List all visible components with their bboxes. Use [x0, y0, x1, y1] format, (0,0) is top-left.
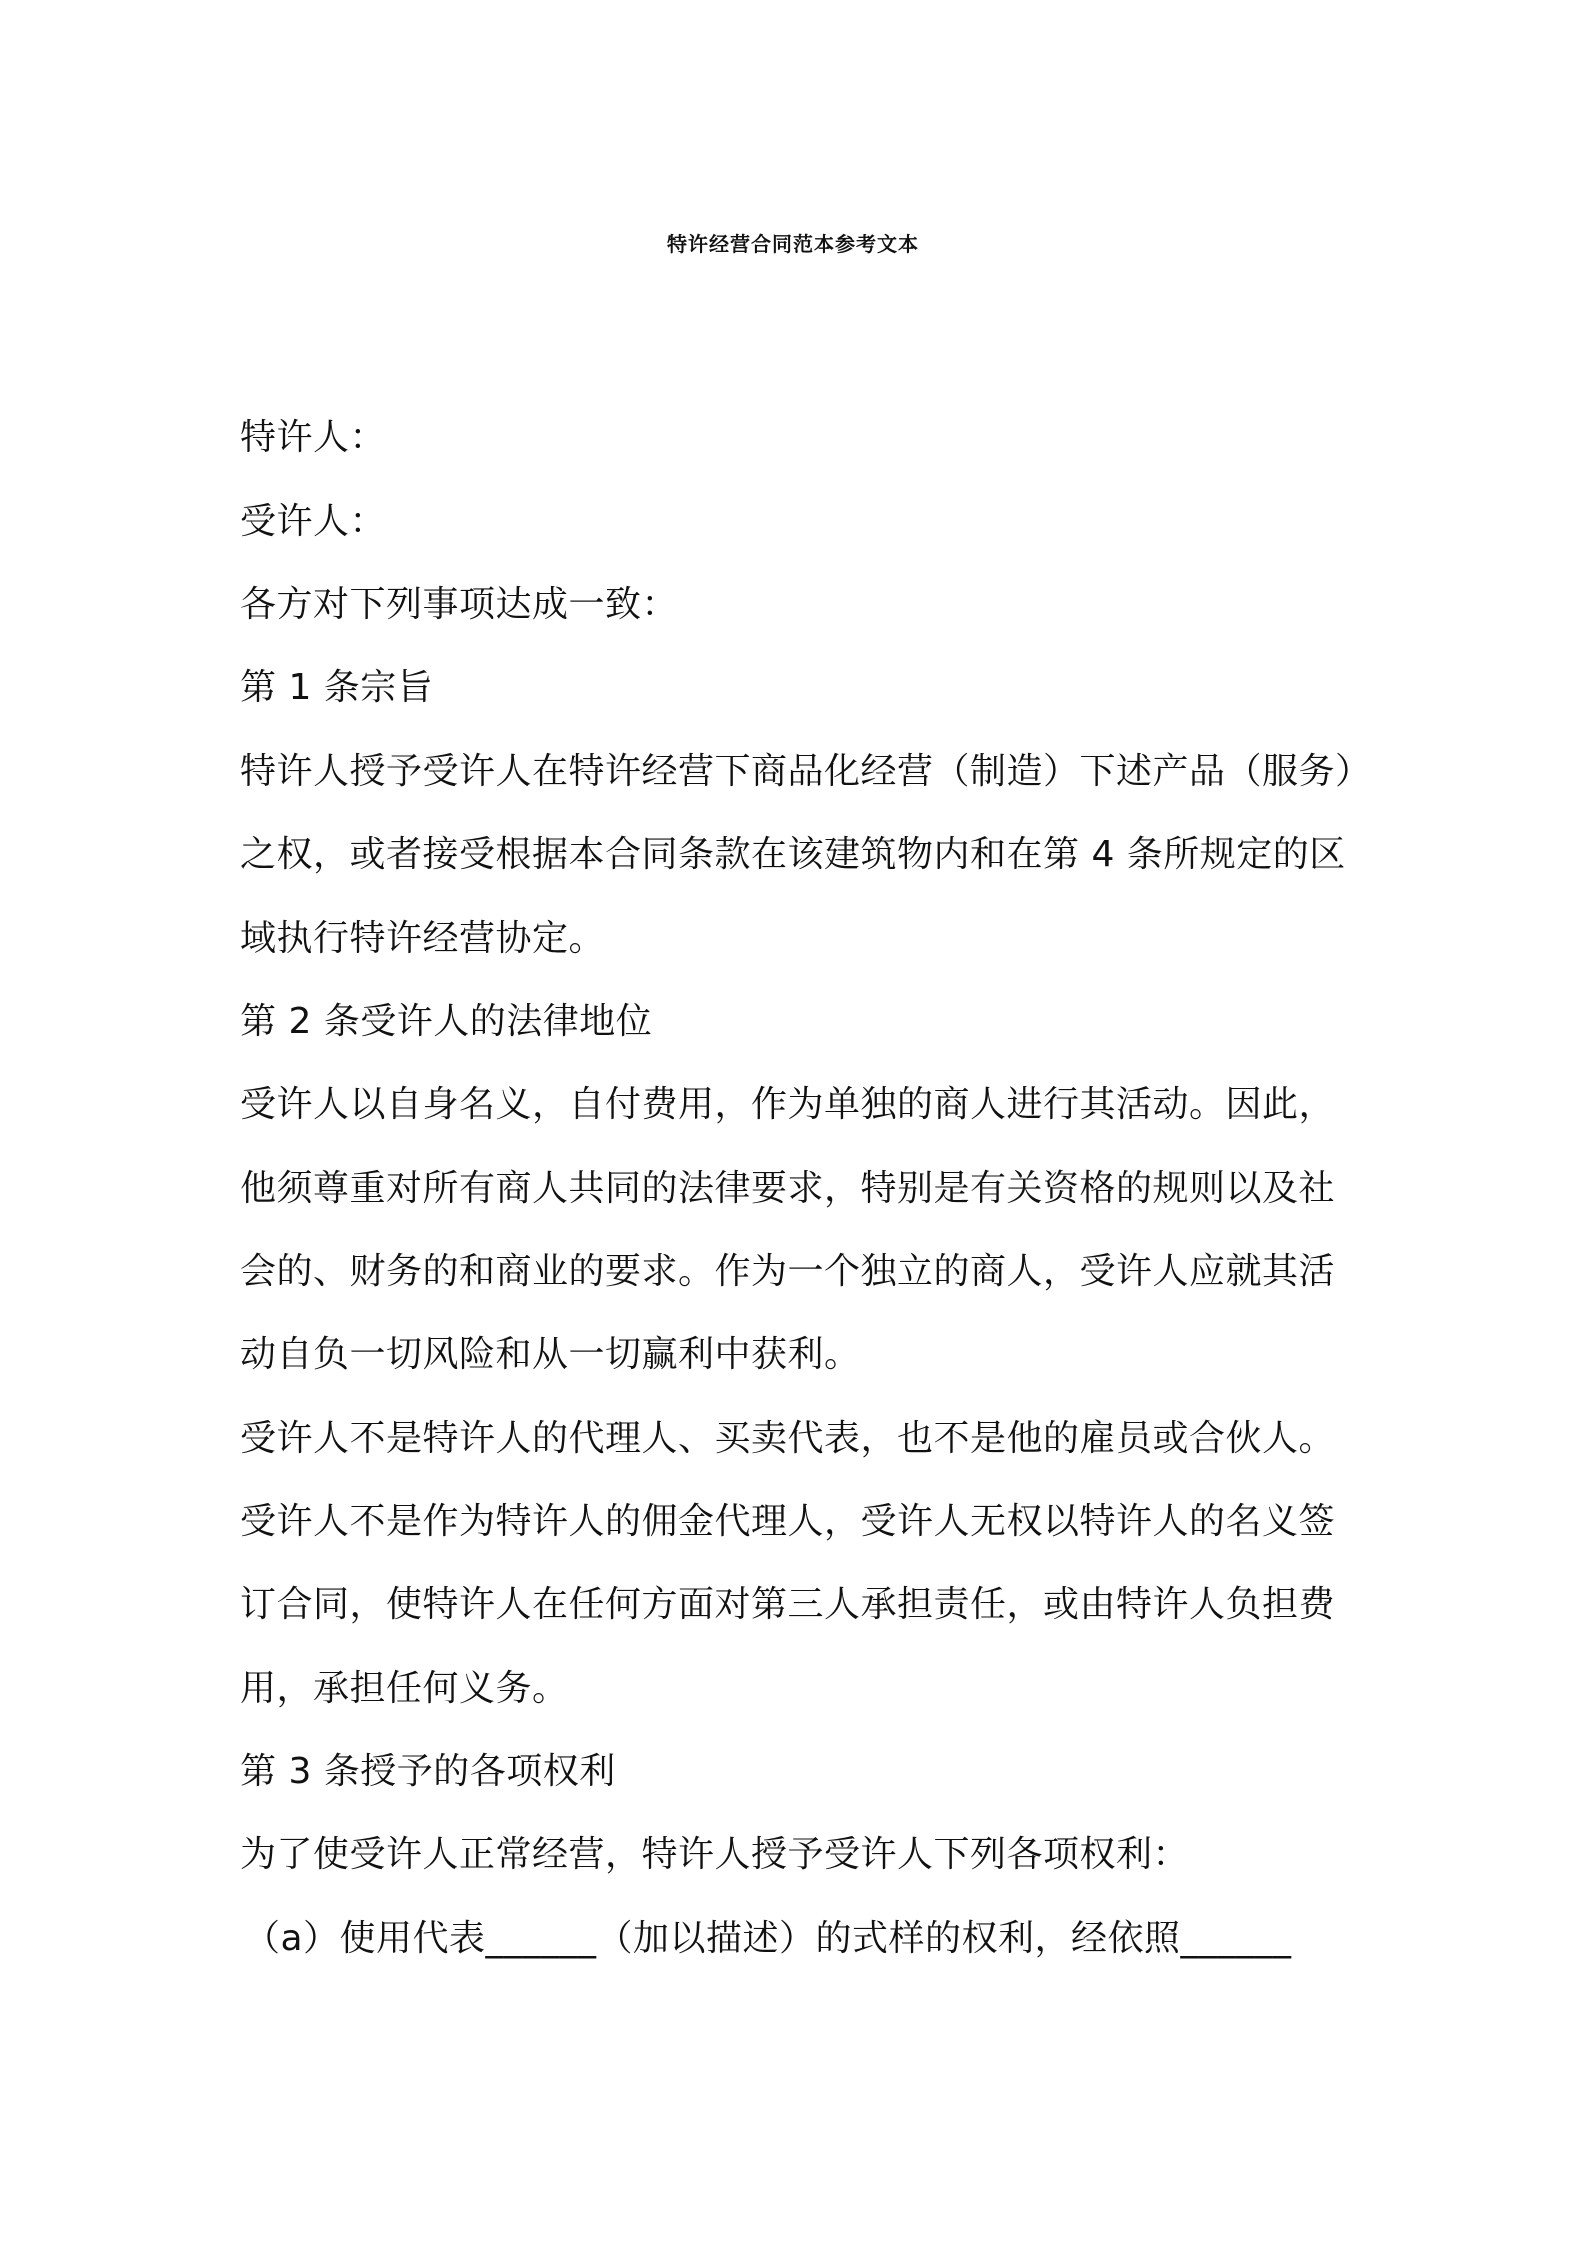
paragraph-line: 用，承担任何义务。: [240, 1668, 569, 1709]
paragraph-line: 订合同，使特许人在任何方面对第三人承担责任，或由特许人负担费: [240, 1584, 1336, 1625]
paragraph-line: 为了使受许人正常经营，特许人授予受许人下列各项权利：: [240, 1834, 1190, 1875]
franchisee-label: 受许人：: [240, 501, 387, 542]
paragraph-line: 域执行特许经营协定。: [240, 918, 606, 959]
franchisor-label: 特许人：: [240, 417, 387, 458]
paragraph-line: 之权，或者接受根据本合同条款在该建筑物内和在第 4 条所规定的区: [240, 834, 1346, 875]
paragraph-line: 受许人不是作为特许人的佣金代理人，受许人无权以特许人的名义签: [240, 1501, 1336, 1542]
paragraph-line: 动自负一切风险和从一切赢利中获利。: [240, 1334, 861, 1375]
article-2-heading: 第 2 条受许人的法律地位: [240, 1001, 653, 1042]
paragraph-line: 会的、财务的和商业的要求。作为一个独立的商人，受许人应就其活: [240, 1251, 1336, 1292]
article-3-heading: 第 3 条授予的各项权利: [240, 1751, 616, 1792]
article-1-heading: 第 1 条宗旨: [240, 667, 434, 708]
list-item-a: （a）使用代表______（加以描述）的式样的权利，经依照______: [244, 1918, 1292, 1959]
document-title: 特许经营合同范本参考文本: [667, 232, 919, 256]
paragraph-line: 他须尊重对所有商人共同的法律要求，特别是有关资格的规则以及社: [240, 1168, 1336, 1209]
paragraph-line: 特许人授予受许人在特许经营下商品化经营（制造）下述产品（服务）: [240, 751, 1372, 792]
paragraph-line: 受许人不是特许人的代理人、买卖代表，也不是他的雇员或合伙人。: [240, 1418, 1336, 1459]
agreement-intro: 各方对下列事项达成一致：: [240, 584, 679, 625]
paragraph-line: 受许人以自身名义，自付费用，作为单独的商人进行其活动。因此，: [240, 1084, 1336, 1125]
